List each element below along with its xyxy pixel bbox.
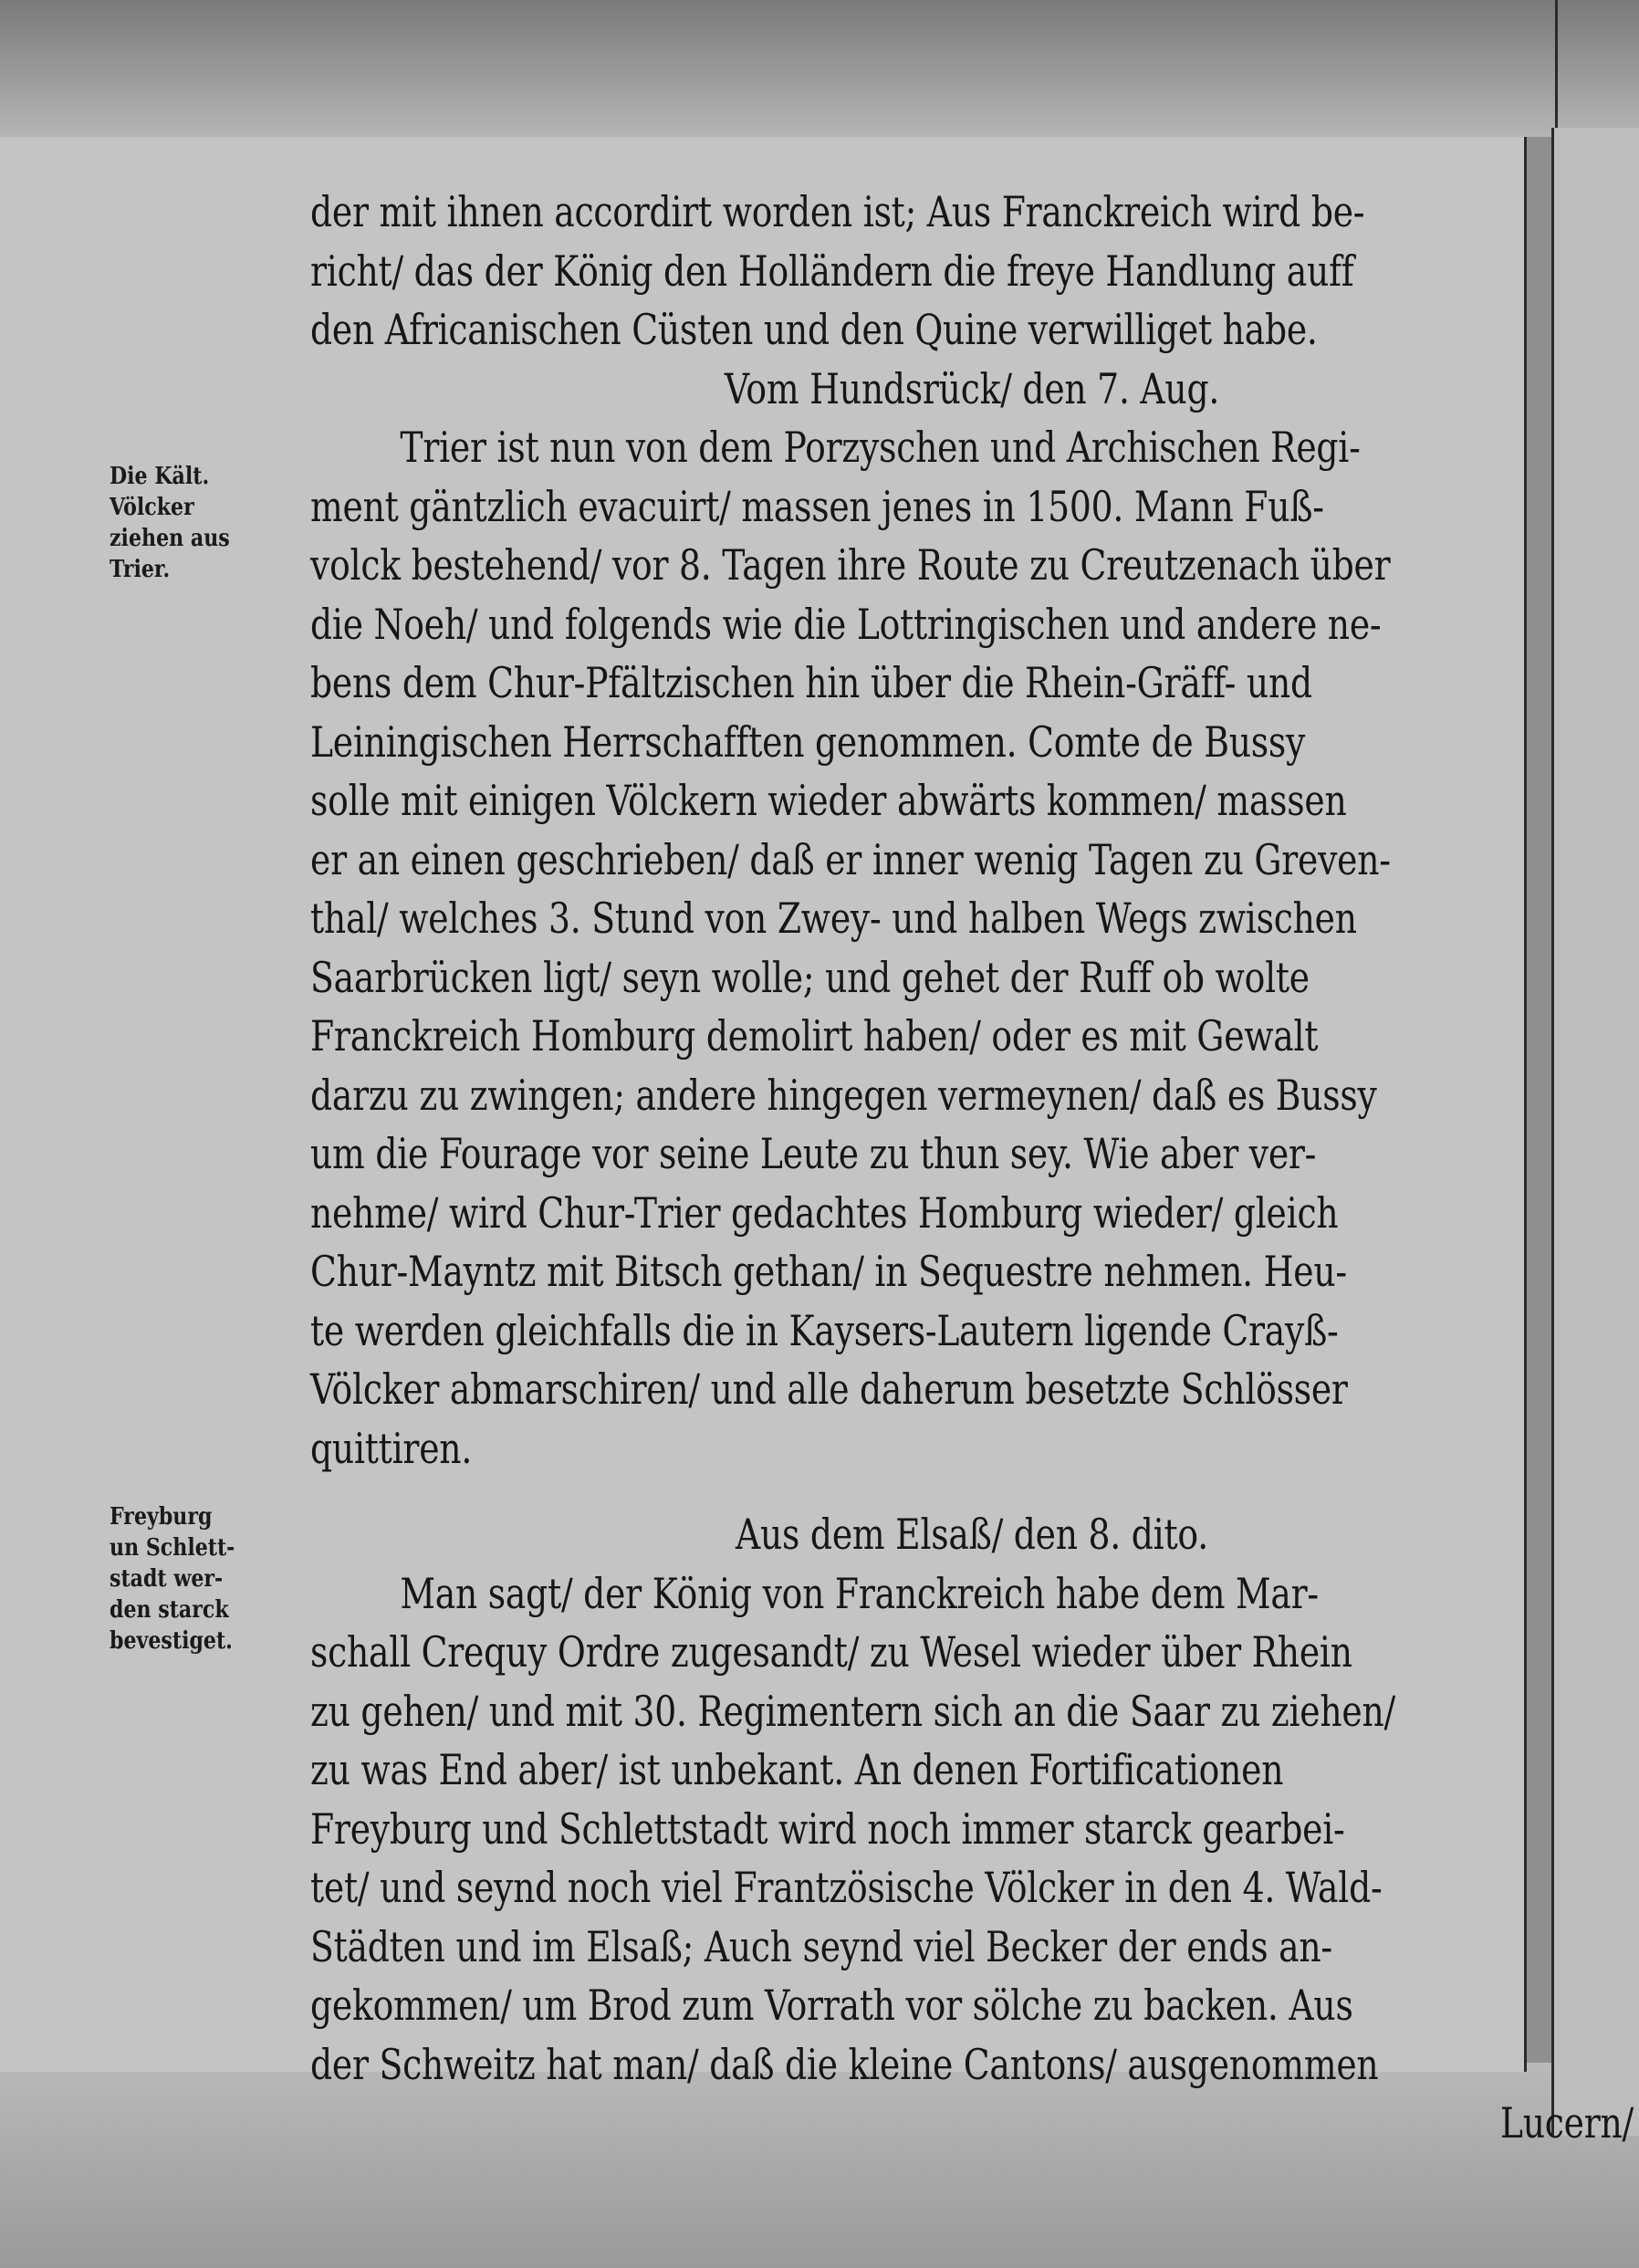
text-line: gekommen/ um Brod zum Vorrath vor sölche zu backen. Aus [310, 1981, 1353, 2030]
text-line: nehme/ wird Chur-Trier gedachtes Homburg wieder/ gleich [310, 1187, 1339, 1238]
text-line: Leiningischen Herrschafften genommen. Comte de Bussy [310, 716, 1306, 767]
marginal-line: Völcker [110, 494, 194, 521]
text-line: schall Crequy Ordre zugesandt/ zu Wesel wieder über Rhein [310, 1627, 1352, 1677]
marginal-line: ziehen aus [110, 525, 230, 552]
text-line: bens dem Chur-Pfältzischen hin über die Rhein-Gräff- und [310, 658, 1312, 707]
text-line: Franckreich Homburg demolirt haben/ oder es mit Gewalt [310, 1011, 1319, 1061]
text-line: solle mit einigen Völckern wieder abwärts kommen/ massen [310, 776, 1347, 825]
text-line: thal/ welches 3. Stund von Zwey- und halben Wegs zwischen [310, 894, 1357, 943]
section-heading: Vom Hundsrück/ den 7. Aug. [724, 363, 1220, 413]
text-line: te werden gleichfalls die in Kaysers-Lautern ligende Crayß- [310, 1305, 1339, 1355]
catchword: Lucern/ [1499, 2098, 1634, 2148]
text-line: volck bestehend/ vor 8. Tagen ihre Route zu Creutzenach über [310, 540, 1391, 590]
marginal-note-1 [110, 461, 301, 585]
marginal-line: un Schlett- [110, 1534, 235, 1562]
marginal-note-2 [110, 1501, 301, 1657]
text-line: der mit ihnen accordirt worden ist; Aus Franckreich wird be- [310, 187, 1365, 236]
text-line: Freyburg und Schlettstadt wird noch immer starck gearbei- [310, 1803, 1345, 1854]
text-line: zu gehen/ und mit 30. Regimentern sich an die Saar zu ziehen/ [310, 1686, 1396, 1736]
text-line: Völcker abmarschiren/ und alle daherum besetzte Schlösser [310, 1364, 1348, 1414]
marginal-line: den starck [110, 1596, 229, 1624]
marginal-line: Trier. [110, 556, 171, 583]
section-heading: Aus dem Elsaß/ den 8. dito. [736, 1510, 1208, 1559]
text-line: Chur-Mayntz mit Bitsch gethan/ in Sequestre nehmen. Heu- [310, 1247, 1347, 1296]
marginal-line: Freyburg [110, 1503, 213, 1531]
text-line: er an einen geschrieben/ daß er inner wenig Tagen zu Greven- [310, 834, 1391, 884]
text-line: um die Fourage vor seine Leute zu thun sey. Wie aber ver- [310, 1129, 1317, 1178]
marginal-line: Die Kält. [110, 463, 210, 490]
text-line: Städten und im Elsaß; Auch seynd viel Becker der ends an- [310, 1921, 1332, 1971]
text-line: Saarbrücken ligt/ seyn wolle; und gehet der Ruff ob wolte [310, 952, 1310, 1002]
marginal-line: bevestiget. [110, 1627, 233, 1655]
text-line: den Africanischen Cüsten und den Quine verwilliget habe. [310, 305, 1318, 354]
text-line: zu was End aber/ ist unbekant. An denen Fortificationen [310, 1745, 1284, 1794]
main-text [310, 183, 1634, 2153]
text-line: der Schweitz hat man/ daß die kleine Cantons/ ausgenommen [310, 2039, 1379, 2089]
text-line: Trier ist nun von dem Porzyschen und Archischen Regi- [400, 423, 1361, 472]
text-line: Man sagt/ der König von Franckreich habe dem Mar- [400, 1568, 1319, 1618]
text-line: tet/ und seynd noch viel Frantzösische Völcker in den 4. Wald- [310, 1863, 1383, 1912]
text-line: quittiren. [310, 1423, 473, 1473]
page-gutter-line [1555, 0, 1558, 137]
scan-background-top [0, 0, 1639, 137]
text-line: die Noeh/ und folgends wie die Lottringischen und andere ne- [310, 599, 1382, 649]
text-line: darzu zu zwingen; andere hingegen vermeynen/ daß es Bussy [310, 1070, 1377, 1120]
adjacent-page-edge [1551, 128, 1639, 2136]
text-line: richt/ das der König den Holländern die freye Handlung auff [310, 246, 1354, 296]
marginal-line: stadt wer- [110, 1565, 224, 1593]
text-line: ment gäntzlich evacuirt/ massen jenes in 1500. Mann Fuß- [310, 481, 1324, 531]
